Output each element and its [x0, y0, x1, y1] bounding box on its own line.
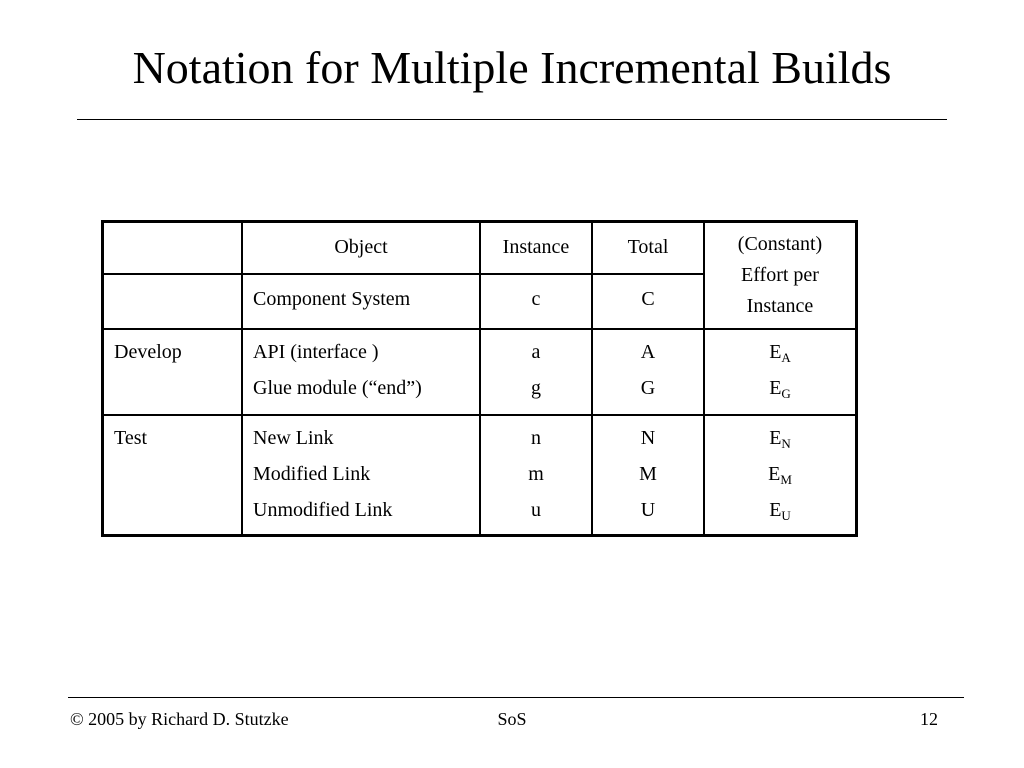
header-instance: Instance: [480, 222, 592, 275]
subheader-instance: c: [480, 274, 592, 329]
object-item: API (interface ): [253, 341, 379, 363]
header-effort-line: Instance: [746, 295, 814, 317]
table-header-row: [103, 222, 857, 275]
object-item: Modified Link: [253, 463, 371, 485]
instance-item: g: [531, 377, 541, 399]
effort-subscript: A: [781, 350, 791, 365]
subheader-object: Component System: [242, 274, 480, 329]
footer-page-number: 12: [920, 709, 938, 729]
effort-subscript: G: [781, 386, 791, 401]
test-instances: [480, 415, 592, 536]
header-effort-line: Effort per: [741, 264, 819, 286]
header-effort-line: (Constant): [737, 233, 823, 255]
effort-symbol: E: [769, 377, 782, 399]
total-item: A: [640, 341, 656, 363]
instance-item: m: [528, 463, 544, 485]
test-efforts: [704, 415, 857, 536]
total-item: U: [640, 499, 656, 521]
footer-center-text: SoS: [497, 709, 527, 729]
develop-instances: [480, 329, 592, 415]
header-empty-cell: [103, 222, 243, 275]
instance-item: u: [531, 499, 541, 521]
effort-item: [715, 420, 845, 456]
test-objects: [242, 415, 480, 536]
instance-item: a: [531, 341, 541, 363]
total-item: G: [640, 377, 656, 399]
subheader-empty-cell: [103, 274, 243, 329]
effort-symbol: E: [769, 341, 782, 363]
table-row-develop: [103, 329, 857, 415]
object-item: New Link: [253, 427, 334, 449]
effort-symbol: E: [768, 463, 781, 485]
effort-subscript: U: [781, 508, 791, 523]
effort-symbol: E: [769, 499, 782, 521]
develop-objects: [242, 329, 480, 415]
total-item: M: [639, 463, 657, 485]
effort-subscript: N: [781, 436, 791, 451]
row-label-develop: Develop: [103, 329, 243, 415]
header-total: Total: [592, 222, 704, 275]
effort-item: [715, 492, 845, 528]
title-divider: [77, 119, 947, 120]
effort-item: [715, 456, 845, 492]
effort-subscript: M: [780, 472, 792, 487]
table-row-test: [103, 415, 857, 536]
effort-item: [715, 334, 845, 370]
header-object: Object: [242, 222, 480, 275]
row-label-test: Test: [103, 415, 243, 536]
develop-totals: [592, 329, 704, 415]
effort-symbol: E: [769, 427, 782, 449]
object-item: Unmodified Link: [253, 499, 393, 521]
instance-item: n: [531, 427, 541, 449]
effort-item: [715, 370, 845, 406]
header-effort: [704, 222, 857, 330]
footer-divider: [68, 697, 964, 698]
footer-copyright: © 2005 by Richard D. Stutzke: [70, 709, 289, 729]
total-item: N: [640, 427, 656, 449]
object-item: Glue module (“end”): [253, 377, 422, 399]
test-totals: [592, 415, 704, 536]
notation-table: [101, 220, 858, 537]
subheader-total: C: [592, 274, 704, 329]
slide-title: Notation for Multiple Incremental Builds: [132, 42, 892, 93]
develop-efforts: [704, 329, 857, 415]
